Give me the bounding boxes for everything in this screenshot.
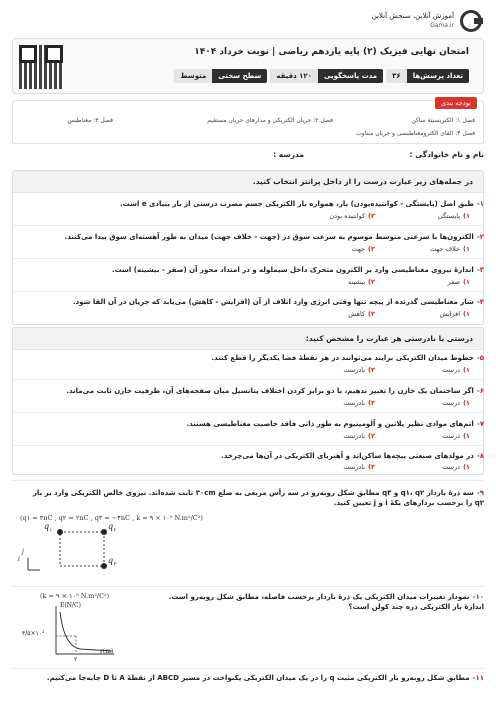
question-text: شار مغناطیسی گذرنده از پیچه تنها وقتی انرژی وارد اتلاف از آن (افزایش - کاهش) می‌یابد که جریان در آن القا شود. [72,298,474,306]
brand-text [372,12,454,30]
divider [12,291,484,292]
divider [12,225,484,226]
q10-xlabel: r(m) [100,648,114,655]
option[interactable]: ۱)افزایش [439,310,470,318]
qr-code-icon[interactable] [19,45,63,89]
badge-value: متوسط [174,69,212,83]
divider [12,379,484,380]
option[interactable]: ۲)نادرست [343,366,375,374]
question-number: ۵- [476,354,484,362]
badge-value: ۱۲۰ دقیقه [270,69,318,83]
exam-header [12,38,484,94]
option[interactable]: ۱)خلاف جهت [429,245,470,253]
q3-label: $q_۳$ [108,556,116,568]
question-text: الکترون‌ها با سرعتی متوسط موسوم به سرعت سوق در (جهت - خلاف جهت) میدان به طور آهسته‌ای سوق پیدا می‌کنند. [64,233,474,241]
question-number: ۴- [476,298,484,306]
student-name-label: نام و نام خانوادگی : [409,150,484,159]
question-8 [36,451,484,461]
question-4 [36,297,484,307]
options-5 [170,366,470,374]
question-number: ۶- [476,387,484,395]
question-text: مطابق شکل روبه‌رو بار الکتریکی مثبت q را در یک میدان الکتریکی یکنواخت در مسیر ABCD از نقطهٔ A تا D جابه‌جا می‌کنیم. [46,674,470,682]
q9-givens: (q۱ = ۳nC , q۲ = ۲nC , q۳ = −۴nC , k = ۹ × ۱۰⁹ N.m²/C²) [20,514,203,522]
divider [12,412,484,413]
divider [12,258,484,259]
question-number: ۱۰- [472,593,484,601]
badge-key: تعداد پرسش‌ها [407,69,469,83]
option[interactable]: ۱)صفر [447,278,470,286]
question-number: ۸- [476,452,484,460]
divider [12,480,484,481]
question-number: ۷- [476,420,484,428]
q1-label: $q_۱$ [44,522,52,534]
unit-i-label: i [18,556,20,563]
question-1 [36,199,484,209]
question-6 [36,386,484,396]
question-text: اندازهٔ نیروی مغناطیسی وارد بر الکترون متحرک داخل سیملوله و در امتداد محور آن (صفر - بیشینه) است. [111,266,474,274]
exam-badges [174,69,469,83]
option[interactable]: ۲)جهت [351,245,375,253]
question-number: ۹- [476,489,484,497]
badge-key: مدت پاسخگویی [318,69,383,83]
divider [12,586,484,587]
question-text: اگر ساختمان یک خازن را تغییر ندهیم، با دو برابر کردن اختلاف پتانسیل میان صفحه‌های آن، ظرفیت خازن ثابت می‌ماند. [66,387,474,395]
group-2-heading: درستی یا نادرستی هر عبارت را مشخص کنید: [13,328,483,350]
question-text: طبق اصل (پایستگی - کوانتیده‌بودن) بار، همواره بار الکتریکی جسم مضرب درستی از بار بنیادی e است. [120,200,474,208]
badge-difficulty [174,69,267,83]
badge-question-count [386,69,469,83]
options-7 [170,432,470,440]
badge-value: ۳۶ [386,69,407,83]
options-3 [170,278,470,286]
question-text: نمودار تغییرات میدان الکتریکی یک ذرهٔ باردار برحسب فاصله، مطابق شکل روبه‌رو است. اندازهٔ بار الکتریکی ذره چند کولن است؟ [168,593,484,611]
q10-xtick: ۲ [74,656,78,663]
question-2 [36,232,484,242]
field-curve [60,612,112,651]
badge-duration [270,69,383,83]
option[interactable]: ۲)بیشینه [348,278,375,286]
charge-q3-dot [101,563,107,569]
square-outline [60,532,104,566]
option[interactable]: ۲)نادرست [343,432,375,440]
option[interactable]: ۲)نادرست [343,463,375,471]
q10-ytick: ۴/۵×۱۰³ [22,630,45,637]
options-2 [170,245,470,253]
school-label: مدرسه : [273,150,304,159]
option[interactable]: ۱)درست [442,399,470,407]
option[interactable]: ۲)نادرست [343,399,375,407]
option[interactable]: ۲)کوانتیده بودن [329,212,375,220]
options-6 [170,399,470,407]
q10-ylabel: E(N/C) [60,602,81,609]
question-text: در مولدهای صنعتی پیچه‌ها ساکن‌اند و آهنربای الکتریکی در آن‌ها می‌چرخد. [221,452,474,460]
question-text: سه ذرهٔ باردار q۱، q۲ و q۳ مطابق شکل روبه‌رو در سه رأس مربعی به ضلع ۳۰cm ثابت شده‌اند. نیروی خالص الکتریکی وارد بر بار q۲ را برحسب بردارهای یکهٔ i و j تعیین کنید. [32,489,484,507]
question-10 [154,592,484,612]
question-number: ۱- [476,200,484,208]
question-text: خطوط میدان الکتریکی برایند می‌توانند در هر نقطهٔ فضا یکدیگر را قطع کنند. [211,354,474,362]
question-7 [36,419,484,429]
question-number: ۳- [476,266,484,274]
option[interactable]: ۱)درست [442,463,470,471]
question-number: ۱۱- [472,674,484,682]
topics-box [12,100,484,144]
brand-name: آموزش آنلاین، سنجش آنلاین [371,12,454,20]
question-3 [36,265,484,275]
brand-site: Gama.ir [430,22,454,29]
student-info [12,150,484,159]
question-number: ۲- [476,233,484,241]
budget-tag: بودجه بندی [435,97,477,109]
group-1-heading: در جمله‌های زیر عبارت درست را از داخل پرانتز انتخاب کنید. [13,171,483,193]
chapter-2: فصل ۲: جریان الکتریکی و مدارهای جریان مستقیم [207,117,333,124]
charge-q2-dot [101,529,107,535]
option[interactable]: ۱)درست [442,432,470,440]
question-11 [36,673,484,683]
badge-key: سطح سختی [212,69,267,83]
q10-givens: (k = ۹ × ۱۰⁹ N.m²/C²) [40,592,110,600]
q2-label: $q_۲$ [108,522,116,534]
question-9 [24,488,484,508]
chapter-4: فصل ۴: القای الکترومغناطیسی و جریان متناوب [356,130,475,137]
options-1 [170,212,470,220]
unit-j-label: j [22,548,24,555]
gama-logo-icon [460,10,482,32]
question-text: اتم‌های موادی نظیر پلاتین و آلومینیوم به طور ذاتی فاقد خاصیت مغناطیسی هستند. [186,420,474,428]
option[interactable]: ۱)درست [442,366,470,374]
divider [12,668,484,669]
exam-title: امتحان نهایی فیزیک (۲) پایه یازدهم ریاضی | نوبت خرداد ۱۴۰۴ [194,47,469,57]
question-5 [36,353,484,363]
brand[interactable] [372,4,482,38]
charge-q1-dot [57,529,63,535]
option[interactable]: ۱)پایستگی [437,212,470,220]
chapter-3: فصل ۳: مغناطیس [67,117,113,124]
options-8 [170,463,470,471]
chapter-1: فصل ۱: الکتریسیتهٔ ساکن [411,117,475,124]
divider [12,445,484,446]
option[interactable]: ۲)کاهش [348,310,375,318]
options-4 [170,310,470,318]
